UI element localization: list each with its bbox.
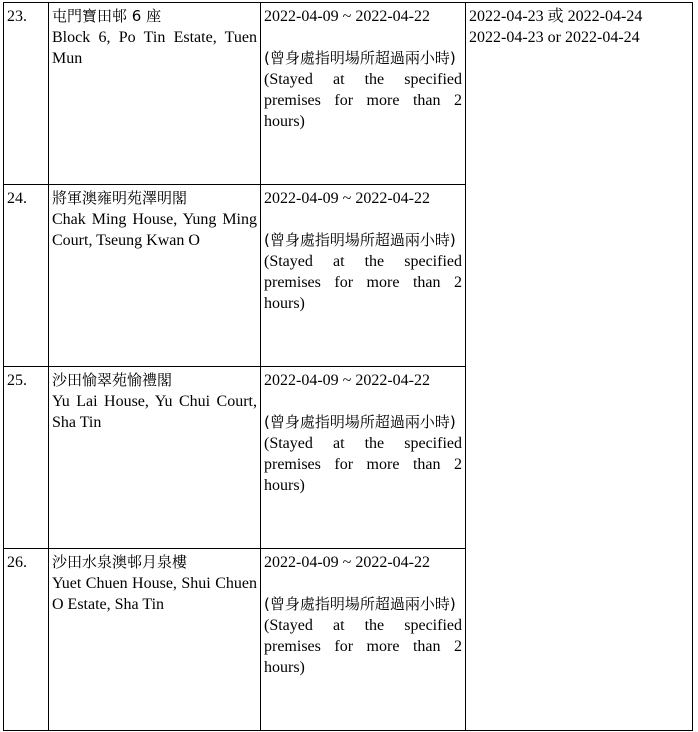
- note-zh: (曾身處指明場所超過兩小時): [264, 49, 456, 67]
- location-cell: [49, 3, 261, 185]
- note-zh: (曾身處指明場所超過兩小時): [264, 595, 456, 613]
- note-zh: (曾身處指明場所超過兩小時): [264, 231, 456, 249]
- location-zh: 沙田愉翠苑愉禮閣: [52, 371, 173, 389]
- location-zh: 屯門寶田邨 6 座: [52, 7, 162, 25]
- location-cell: [49, 549, 261, 731]
- location-zh: 將軍澳雍明苑澤明閣: [52, 189, 188, 207]
- note-en: (Stayed at the specified premises for more than 2 hours): [264, 71, 462, 130]
- location-en: Chak Ming House, Yung Ming Court, Tseung Kwan O: [52, 211, 257, 249]
- period-cell: [261, 549, 466, 731]
- period-range: 2022-04-09 ~ 2022-04-22: [264, 372, 430, 389]
- entry-number: 24.: [4, 185, 49, 367]
- period-cell: [261, 367, 466, 549]
- location-cell: [49, 185, 261, 367]
- location-en: Block 6, Po Tin Estate, Tuen Mun: [52, 29, 257, 67]
- test-dates-cell: [466, 3, 693, 731]
- note-zh: (曾身處指明場所超過兩小時): [264, 413, 456, 431]
- period-range: 2022-04-09 ~ 2022-04-22: [264, 8, 430, 25]
- note-en: (Stayed at the specified premises for more than 2 hours): [264, 617, 462, 676]
- period-cell: [261, 3, 466, 185]
- test-dates-en: 2022-04-23 or 2022-04-24: [469, 29, 640, 46]
- period-range: 2022-04-09 ~ 2022-04-22: [264, 190, 430, 207]
- note-en: (Stayed at the specified premises for more than 2 hours): [264, 435, 462, 494]
- table-row: [4, 3, 693, 185]
- test-dates-zh: 2022-04-23 或 2022-04-24: [469, 8, 643, 25]
- entry-number: 23.: [4, 3, 49, 185]
- location-cell: [49, 367, 261, 549]
- entry-number: 25.: [4, 367, 49, 549]
- entry-number: 26.: [4, 549, 49, 731]
- note-en: (Stayed at the specified premises for more than 2 hours): [264, 253, 462, 312]
- period-range: 2022-04-09 ~ 2022-04-22: [264, 554, 430, 571]
- premises-table: [3, 2, 693, 731]
- period-cell: [261, 185, 466, 367]
- location-en: Yu Lai House, Yu Chui Court, Sha Tin: [52, 393, 257, 431]
- location-zh: 沙田水泉澳邨月泉樓: [52, 553, 188, 571]
- location-en: Yuet Chuen House, Shui Chuen O Estate, Sha Tin: [52, 575, 257, 613]
